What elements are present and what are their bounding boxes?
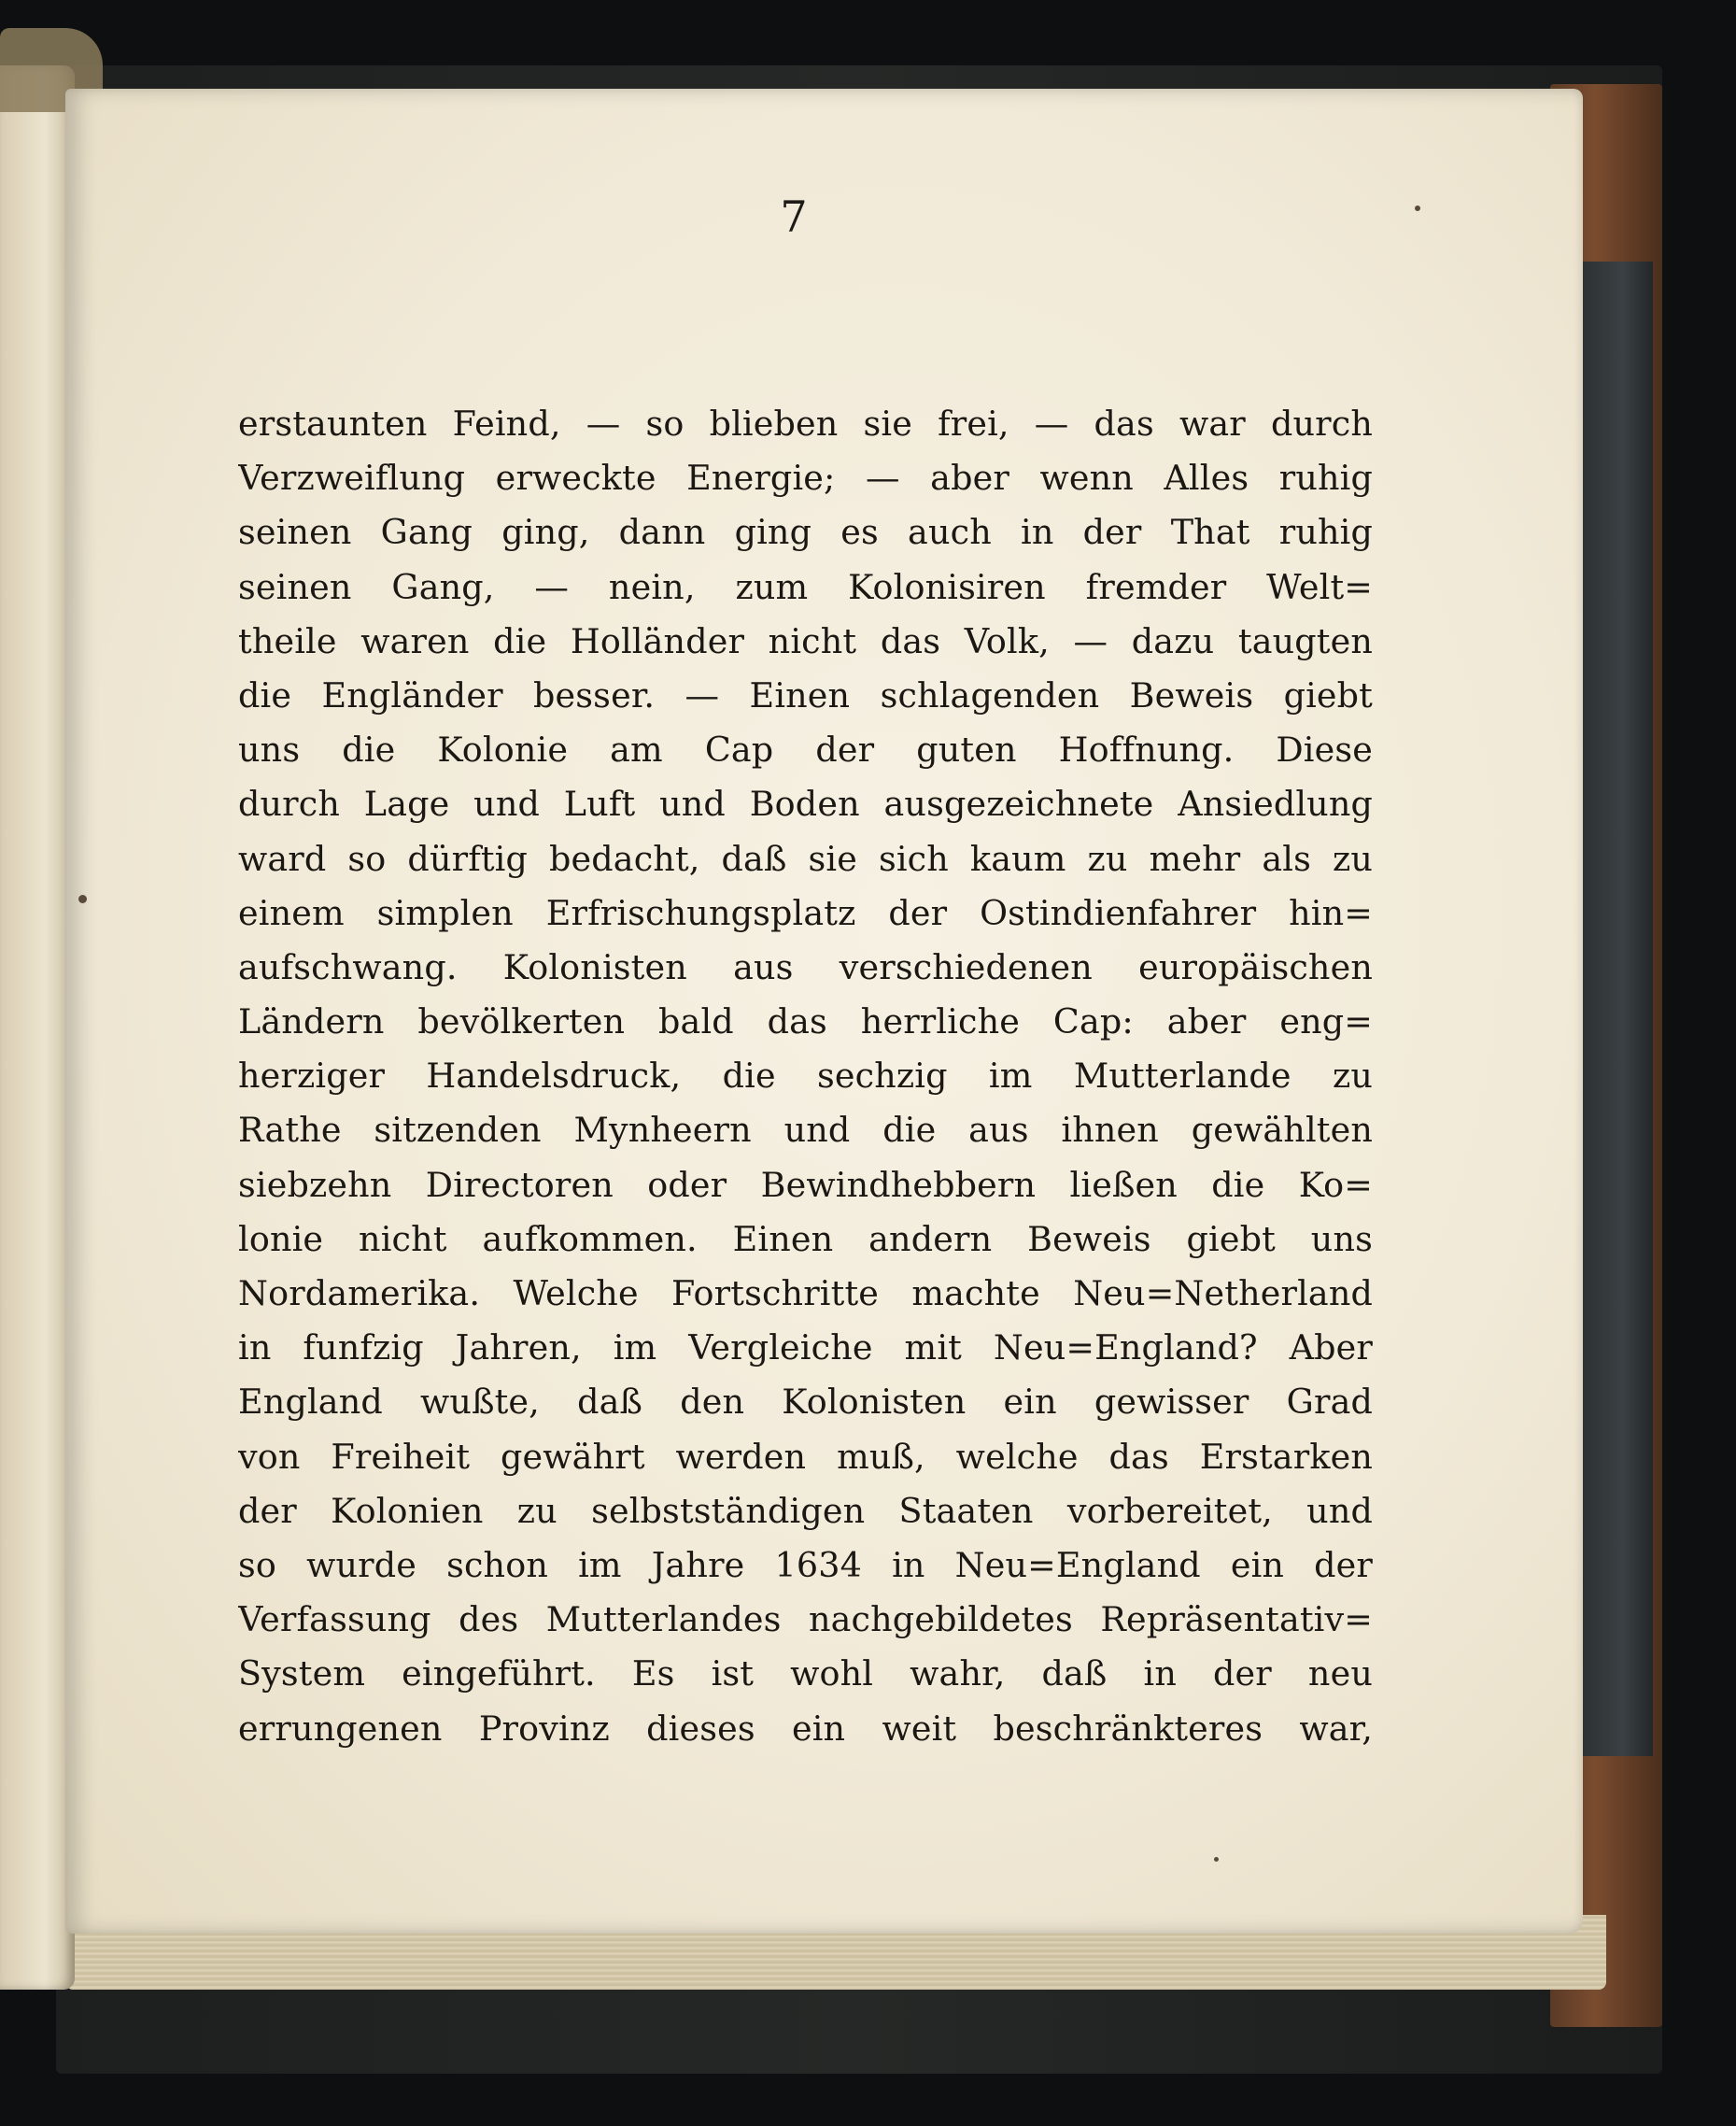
text-line: von Freiheit gewährt werden muß, welche das Erstarken: [238, 1436, 1373, 1477]
text-line: uns die Kolonie am Cap der guten Hoffnung. Diese: [238, 730, 1373, 771]
text-line: herziger Handelsdruck, die sechzig im Mutterlande zu: [238, 1056, 1373, 1097]
text-line: einem simplen Erfrischungsplatz der Ostindienfahrer hin=: [238, 892, 1373, 933]
text-line: der Kolonien zu selbstständigen Staaten vorbereitet, und: [238, 1490, 1373, 1531]
text-line: Verzweiflung erweckte Energie; — aber wenn Alles ruhig: [238, 458, 1373, 499]
text-line: durch Lage und Luft und Boden ausgezeichnete Ansiedlung: [238, 784, 1373, 825]
text-line: in funfzig Jahren, im Vergleiche mit Neu=England? Aber: [238, 1327, 1373, 1368]
text-line: ward so dürftig bedacht, daß sie sich kaum zu mehr als zu: [238, 838, 1373, 879]
text-line: so wurde schon im Jahre 1634 in Neu=England ein der: [238, 1544, 1373, 1585]
text-line: seinen Gang, — nein, zum Kolonisiren fremder Welt=: [238, 566, 1373, 607]
text-line: England wußte, daß den Kolonisten ein gewisser Grad: [238, 1382, 1373, 1423]
text-line: seinen Gang ging, dann ging es auch in der That ruhig: [238, 512, 1373, 553]
page-number: 7: [780, 191, 808, 242]
text-line: theile waren die Holländer nicht das Volk, — dazu taugten: [238, 620, 1373, 661]
paper-speck: [1214, 1857, 1219, 1862]
text-line: Rathe sitzenden Mynheern und die aus ihnen gewählten: [238, 1110, 1373, 1151]
text-line: Nordamerika. Welche Fortschritte machte Neu=Netherland: [238, 1273, 1373, 1313]
text-line: lonie nicht aufkommen. Einen andern Beweis giebt uns: [238, 1218, 1373, 1259]
paper-speck: [78, 895, 87, 903]
text-line: aufschwang. Kolonisten aus verschiedenen europäischen: [238, 946, 1373, 987]
paper-speck: [1415, 206, 1420, 211]
text-line: die Engländer besser. — Einen schlagenden Beweis giebt: [238, 674, 1373, 716]
left-page-edge: [0, 65, 75, 1990]
text-line: siebzehn Directoren oder Bewindhebbern ließen die Ko=: [238, 1164, 1373, 1205]
text-line: Verfassung des Mutterlandes nachgebildetes Repräsentativ=: [238, 1599, 1373, 1640]
cover-board-edge: [1578, 262, 1653, 1756]
text-line: erstaunten Feind, — so blieben sie frei, — das war durch: [238, 404, 1373, 444]
body-text: [238, 397, 1373, 1751]
text-line: errungenen Provinz dieses ein weit beschränkteres war,: [238, 1708, 1373, 1749]
text-line: Ländern bevölkerten bald das herrliche Cap: aber eng=: [238, 1001, 1373, 1042]
text-line: System eingeführt. Es ist wohl wahr, daß in der neu: [238, 1653, 1373, 1694]
